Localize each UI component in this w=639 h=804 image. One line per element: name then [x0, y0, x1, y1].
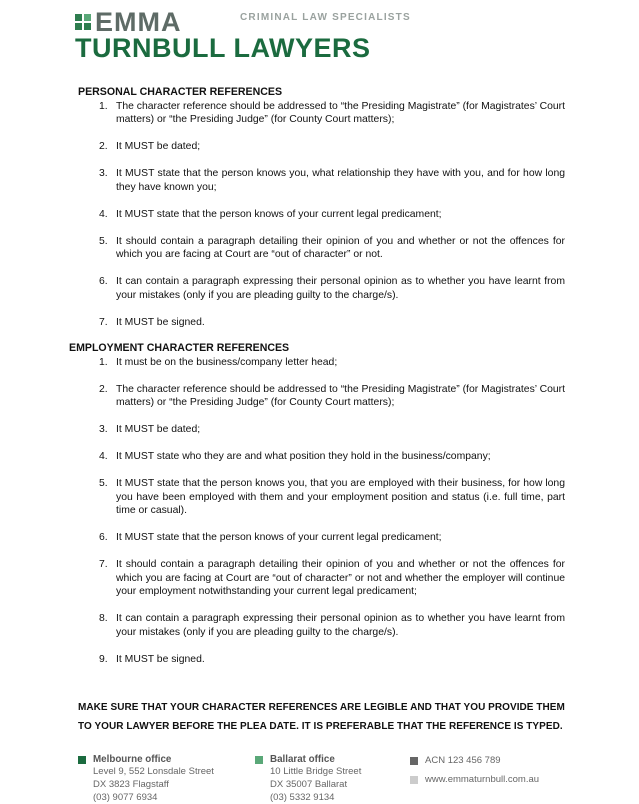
tagline: CRIMINAL LAW SPECIALISTS	[240, 12, 411, 23]
list-item	[69, 423, 565, 437]
item-text: It MUST state that the person knows you, that you are employed with their business, for how long you have been employed with them and your employment position and status (i.e. full time, part time or casual).	[116, 478, 565, 516]
document-body	[69, 86, 565, 666]
item-text: It should contain a paragraph detailing their opinion of you and whether or not the offences for which you are facing at Court are “out of character” or not.	[116, 235, 565, 260]
logo-mark-icon	[75, 14, 91, 30]
item-text: It MUST state that the person knows you, what relationship they have with you, and for how long they have known you;	[116, 168, 565, 193]
item-text: It MUST be dated;	[116, 424, 201, 435]
list-item	[69, 316, 565, 330]
item-number: 1.	[99, 100, 108, 112]
notice-text: MAKE SURE THAT YOUR CHARACTER REFERENCES ARE LEGIBLE AND THAT YOU PROVIDE THEM TO YOUR LAWYER BEFORE THE PLEA DATE. IT IS PREFERABLE THAT THE REFERENCE IS TYPED.	[78, 702, 565, 732]
ballarat-phone: (03) 5332 9134	[270, 792, 335, 803]
item-text: It should contain a paragraph detailing their opinion of you and whether or not the offences for which you are facing at Court are “out of character” or not and whether the employer will continue your employment notwithstanding your current legal predicament;	[116, 559, 565, 597]
list-item	[69, 558, 565, 599]
item-text: It MUST state that the person knows of your current legal predicament;	[116, 208, 442, 220]
melbourne-address: Level 9, 552 Lonsdale Street	[93, 766, 214, 777]
list-item	[69, 208, 565, 222]
item-text: It MUST be dated;	[116, 141, 201, 152]
logo-top-text: EMMA	[95, 7, 182, 37]
list-item	[69, 653, 565, 667]
square-icon	[78, 756, 86, 764]
employment-references-list	[69, 356, 565, 667]
list-item	[69, 275, 565, 302]
item-text: It must be on the business/company letter head;	[116, 356, 338, 368]
item-number: 5.	[99, 235, 108, 247]
item-number: 8.	[99, 613, 108, 624]
item-number: 6.	[99, 276, 108, 287]
company-details	[410, 754, 539, 792]
list-item	[69, 531, 565, 545]
melbourne-office-title: Melbourne office	[93, 754, 172, 765]
item-text: It MUST state that the person knows of your current legal predicament;	[116, 532, 442, 543]
item-number: 4.	[99, 451, 108, 462]
list-item	[69, 450, 565, 464]
item-number: 3.	[99, 168, 108, 179]
square-icon	[410, 757, 418, 765]
item-number: 1.	[99, 356, 108, 368]
item-text: It MUST state who they are and what position they hold in the business/company;	[116, 451, 491, 462]
item-text: The character reference should be addressed to “the Presiding Magistrate” (for Magistrates’ Court matters) or “the Presiding Judge” (for County Court matters);	[116, 383, 565, 408]
item-number: 9.	[99, 653, 108, 665]
list-item	[69, 235, 565, 262]
item-number: 2.	[99, 383, 108, 395]
item-text: It MUST be signed.	[116, 653, 205, 665]
ballarat-office	[255, 754, 361, 804]
list-item	[69, 100, 565, 127]
melbourne-office	[78, 754, 214, 804]
list-item	[69, 356, 565, 370]
square-icon	[255, 756, 263, 764]
item-number: 4.	[99, 208, 108, 220]
item-number: 7.	[99, 559, 108, 570]
list-item	[69, 477, 565, 518]
list-item	[69, 140, 565, 154]
logo-bottom-text: TURNBULL LAWYERS	[75, 33, 371, 63]
item-number: 6.	[99, 532, 108, 543]
melbourne-phone: (03) 9077 6934	[93, 792, 158, 803]
ballarat-dx: DX 35007 Ballarat	[270, 779, 348, 790]
employment-section-title: EMPLOYMENT CHARACTER REFERENCES	[69, 342, 290, 354]
letterhead	[0, 0, 639, 80]
item-number: 3.	[99, 424, 108, 435]
square-icon	[410, 776, 418, 784]
ballarat-office-title: Ballarat office	[270, 754, 335, 765]
melbourne-dx: DX 3823 Flagstaff	[93, 779, 169, 790]
item-number: 2.	[99, 141, 108, 152]
item-text: It can contain a paragraph expressing their personal opinion as to whether you have learnt from your mistakes (only if you are pleading guilty to the charge/s).	[116, 613, 565, 638]
personal-section-title: PERSONAL CHARACTER REFERENCES	[78, 86, 283, 98]
item-text: The character reference should be addressed to “the Presiding Magistrate” (for Magistrates’ Court matters) or “the Presiding Judge” (for County Court matters);	[116, 100, 565, 125]
ballarat-address: 10 Little Bridge Street	[270, 766, 362, 777]
website-link[interactable]: www.emmaturnbull.com.au	[425, 774, 540, 785]
acn-text: ACN 123 456 789	[425, 755, 501, 766]
footer	[0, 754, 639, 803]
personal-references-list	[69, 100, 565, 330]
item-number: 5.	[99, 478, 108, 489]
list-item	[69, 612, 565, 639]
item-text: It MUST be signed.	[116, 316, 205, 328]
list-item	[69, 167, 565, 194]
list-item	[69, 383, 565, 410]
item-number: 7.	[99, 316, 108, 328]
item-text: It can contain a paragraph expressing their personal opinion as to whether you have learnt from your mistakes (only if you are pleading guilty to the charge/s).	[116, 276, 565, 301]
